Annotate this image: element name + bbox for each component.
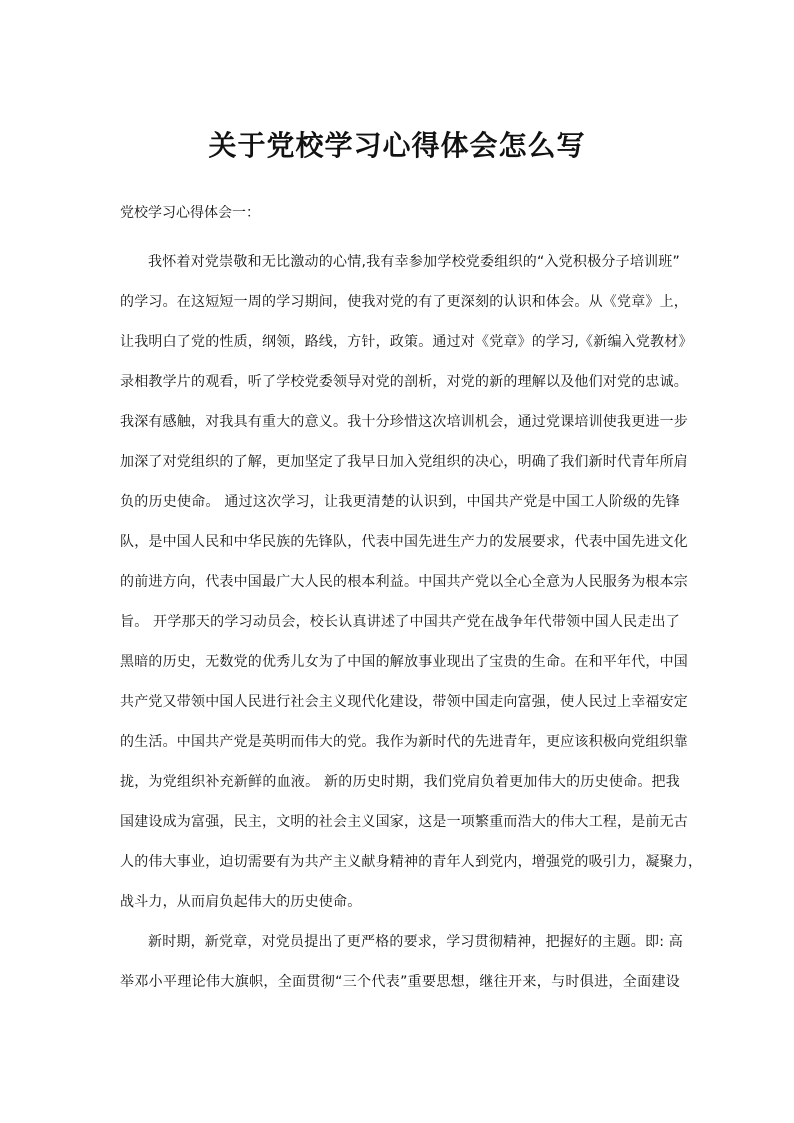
document-title: 关于党校学习心得体会怎么写: [208, 129, 586, 162]
paragraph-line: 举邓小平理论伟大旗帜，全面贯彻“三个代表”重要思想，继往开来，与时俱进，全面建设: [120, 974, 680, 990]
paragraph-line: 新时期，新党章，对党员提出了更严格的要求，学习贯彻精神，把握好的主题。即: 高: [148, 934, 683, 950]
paragraph-line: 黑暗的历史，无数党的优秀儿女为了中国的解放事业现出了宝贵的生命。在和平年代，中国: [120, 654, 688, 670]
paragraph-1: [120, 242, 703, 922]
paragraph-line: 战斗力，从而肩负起伟大的历史使命。: [120, 894, 362, 910]
paragraph-line: 让我明白了党的性质，纲领，路线，方针，政策。通过对《党章》的学习,《新编入党教材》: [120, 334, 693, 350]
paragraph-line: 录相教学片的观看，听了学校党委领导对党的剖析，对党的新的理解以及他们对党的忠诚。: [120, 374, 688, 390]
paragraph-line: 我深有感触，对我具有重大的意义。我十分珍惜这次培训机会，通过党课培训使我更进一步: [120, 414, 688, 430]
paragraph-line: 加深了对党组织的了解，更加坚定了我早日加入党组织的决心，明确了我们新时代青年所肩: [120, 454, 688, 470]
paragraph-2: [120, 922, 683, 1002]
paragraph-line: 的学习。在这短短一周的学习期间，使我对党的有了更深刻的认识和体会。从《党章》上，: [120, 294, 688, 310]
section-heading: 党校学习心得体会一：: [120, 205, 260, 221]
paragraph-line: 的前进方向，代表中国最广大人民的根本利益。中国共产党以全心全意为人民服务为根本宗: [120, 574, 688, 590]
paragraph-line: 国建设成为富强，民主，文明的社会主义国家，这是一项繁重而浩大的伟大工程，是前无古: [120, 814, 688, 830]
paragraph-line: 队，是中国人民和中华民族的先锋队，代表中国先进生产力的发展要求，代表中国先进文化: [120, 534, 688, 550]
paragraph-line: 我怀着对党崇敬和无比激动的心情,我有幸参加学校党委组织的“入党积极分子培训班”: [148, 254, 680, 270]
paragraph-line: 旨。 开学那天的学习动员会，校长认真讲述了中国共产党在战争年代带领中国人民走出了: [120, 614, 680, 630]
paragraph-line: 的生活。中国共产党是英明而伟大的党。我作为新时代的先进青年，更应该积极向党组织靠: [120, 734, 688, 750]
paragraph-line: 人的伟大事业，迫切需要有为共产主义献身精神的青年人到党内，增强党的吸引力，凝聚力，: [120, 854, 703, 870]
document-body: [120, 198, 703, 1002]
paragraph-line: 拢，为党组织补充新鲜的血液。 新的历史时期，我们党肩负着更加伟大的历史使命。把我: [120, 774, 680, 790]
paragraph-line: 负的历史使命。 通过这次学习，让我更清楚的认识到，中国共产党是中国工人阶级的先锋: [120, 494, 680, 510]
paragraph-line: 共产党又带领中国人民进行社会主义现代化建设，带领中国走向富强，使人民过上幸福安定: [120, 694, 688, 710]
